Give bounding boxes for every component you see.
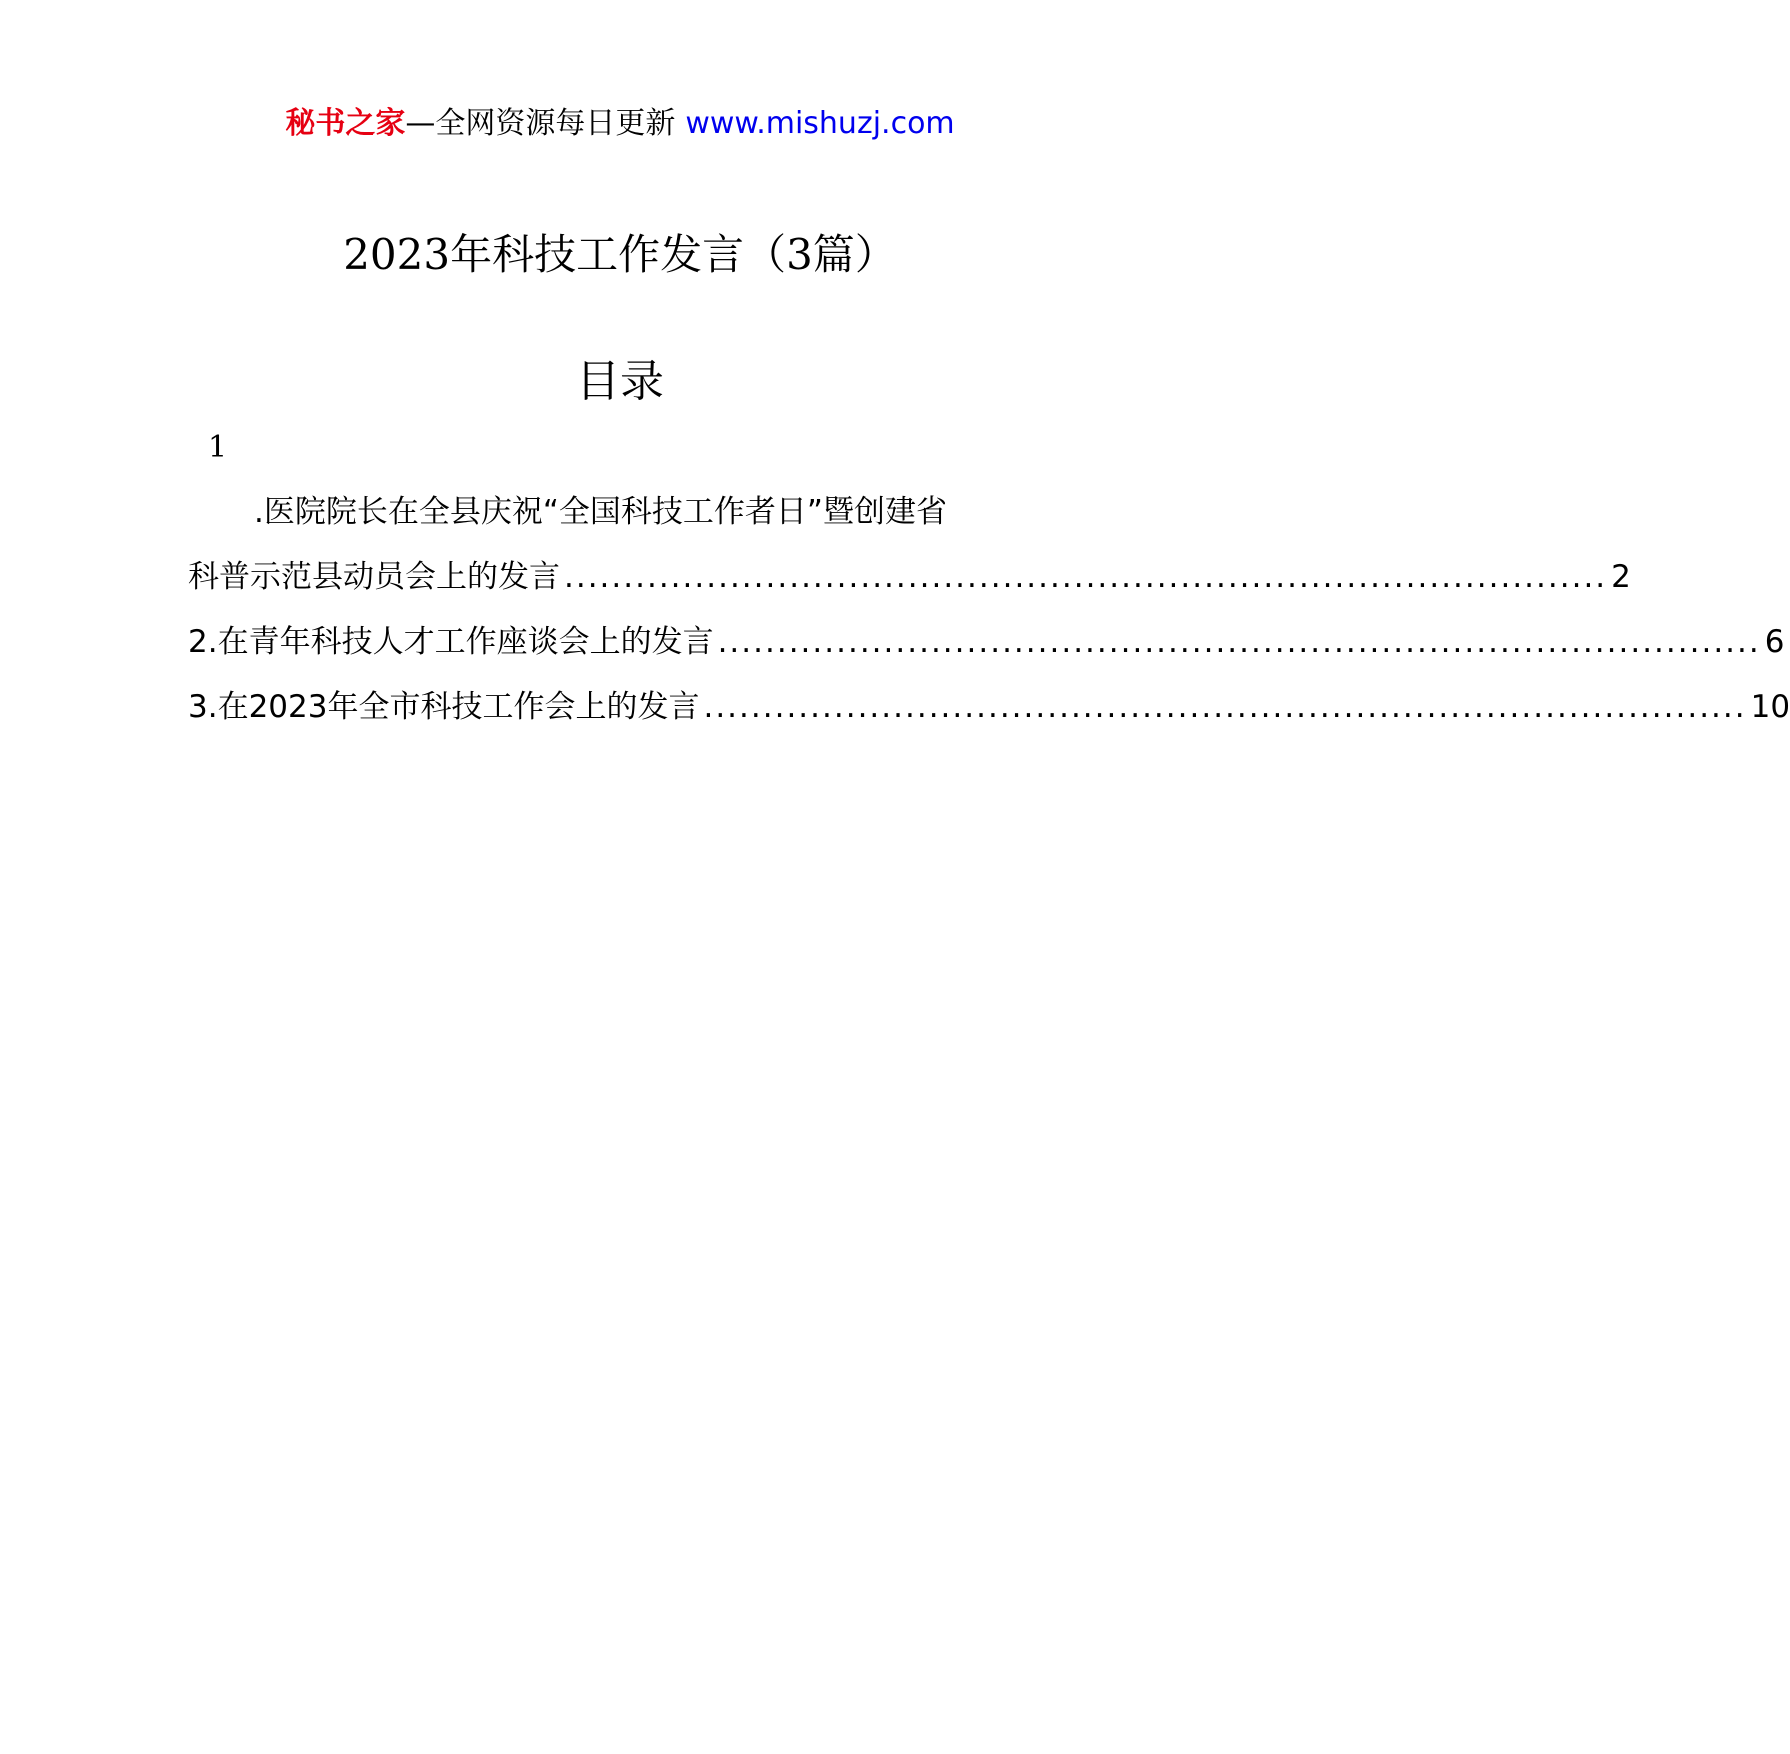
- toc-item-3-text: 3.在2023年全市科技工作会上的发言: [188, 689, 700, 725]
- site-url-link[interactable]: www.mishuzj.com: [685, 106, 955, 141]
- toc-page-number: 2: [1611, 559, 1631, 595]
- toc-item-2-text: 2.在青年科技人才工作座谈会上的发言: [188, 624, 714, 660]
- toc-page-number: 10: [1750, 689, 1790, 725]
- document-title: 2023年科技工作发言（3篇）: [343, 230, 897, 279]
- toc-dot-leader: ........................................................................................: [703, 689, 1747, 725]
- toc-item-1-line2[interactable]: [188, 555, 1631, 599]
- toc-item-2[interactable]: [188, 620, 1785, 664]
- header-slogan: —全网资源每日更新: [405, 106, 676, 141]
- toc-dot-leader: ........................................................................................: [564, 559, 1608, 595]
- toc-item-3[interactable]: [188, 685, 1790, 729]
- toc-item-1-text-first: .医院院长在全县庆祝“全国科技工作者日”暨创建省: [254, 494, 947, 530]
- toc-item-1-line1[interactable]: [254, 490, 947, 534]
- site-header: [0, 102, 1240, 146]
- toc-item-1-text-second: 科普示范县动员会上的发言: [188, 559, 560, 595]
- toc-item-number: 1: [208, 430, 228, 465]
- toc-heading: 目录: [576, 356, 664, 407]
- toc-dot-leader: ........................................................................................: [717, 624, 1761, 660]
- brand-name: 秘书之家: [285, 106, 406, 141]
- toc-page-number: 6: [1764, 624, 1785, 660]
